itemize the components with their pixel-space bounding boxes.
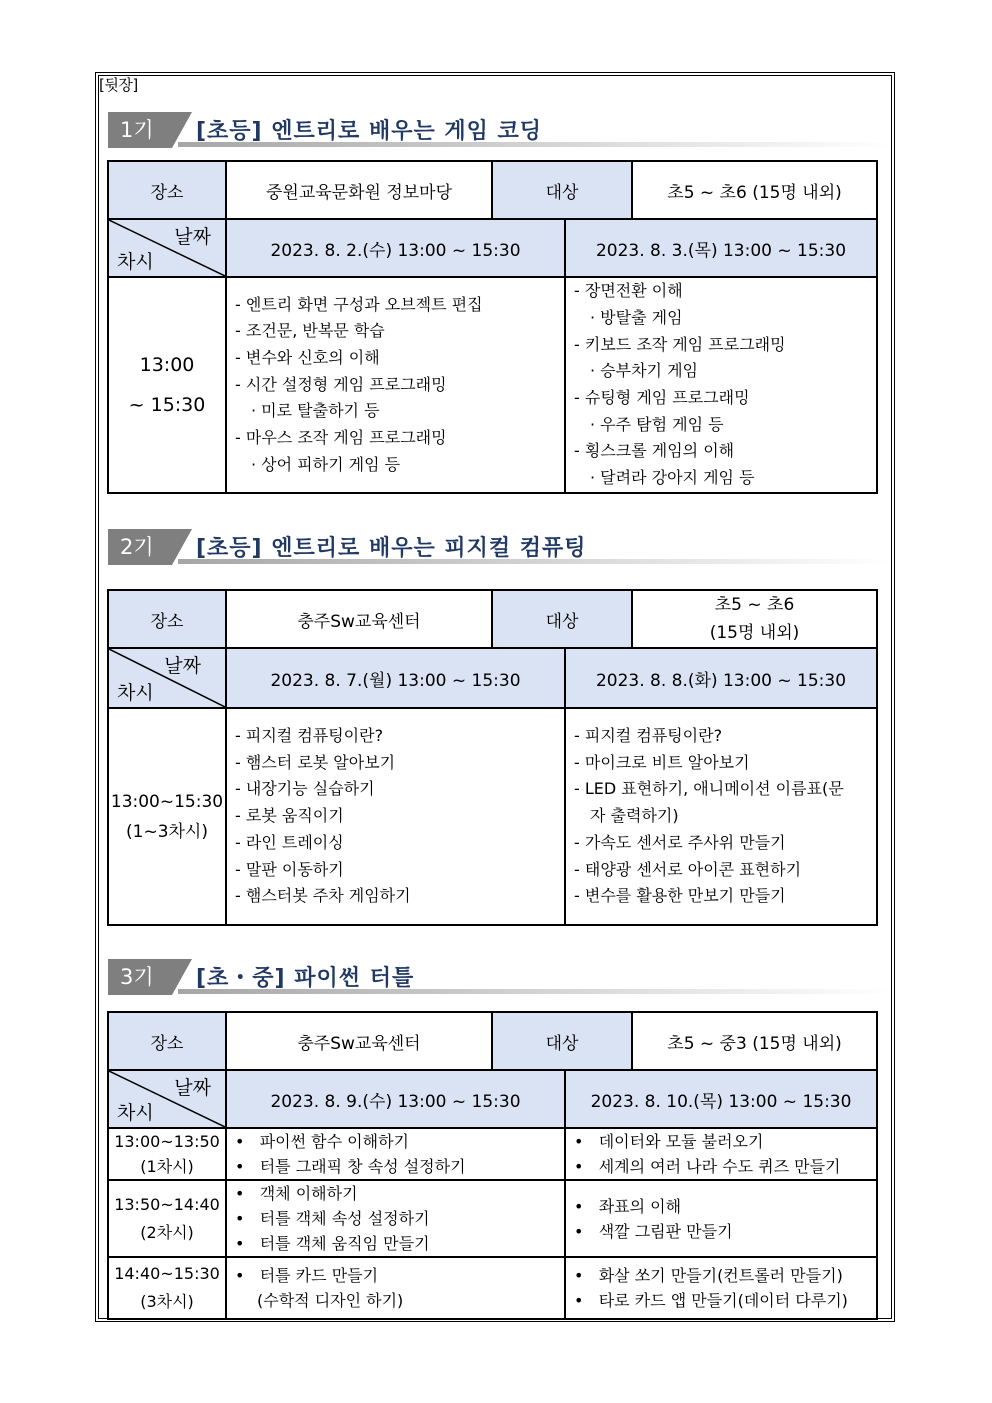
bullet-icon: • <box>235 1266 245 1285</box>
date-day2: 2023. 8. 10.(목) 13:00 ~ 15:30 <box>565 1070 877 1128</box>
section-1-number: 1기 <box>108 112 172 148</box>
section-1-table <box>107 160 878 494</box>
target-label: 대상 <box>492 590 632 648</box>
bullet-icon: • <box>574 1221 584 1241</box>
section-2-title: [초등] 엔트리로 배우는 피지컬 컴퓨팅 <box>196 536 587 561</box>
section-2-header <box>108 529 890 565</box>
date-period-header: 날짜 차시 <box>108 1070 226 1128</box>
bullet-icon: • <box>235 1157 245 1176</box>
section-3-number: 3기 <box>108 959 172 995</box>
date-day1: 2023. 8. 2.(수) 13:00 ~ 15:30 <box>226 219 565 277</box>
target-value: 초5 ~ 중3 (15명 내외) <box>632 1012 877 1070</box>
place-label: 장소 <box>108 1012 226 1070</box>
date-day1: 2023. 8. 7.(월) 13:00 ~ 15:30 <box>226 648 565 708</box>
bullet-icon: • <box>574 1157 584 1176</box>
time-cell: 13:00~15:30 (1~3차시) <box>108 708 226 925</box>
section-3-title: [초・중] 파이썬 터틀 <box>196 966 415 991</box>
place-value: 중원교육문화원 정보마당 <box>226 161 492 219</box>
section-1-header <box>108 112 890 148</box>
time-cell: 13:00 ~ 15:30 <box>108 277 226 493</box>
date-period-header: 날짜 차시 <box>108 219 226 277</box>
date-day1: 2023. 8. 9.(수) 13:00 ~ 15:30 <box>226 1070 565 1128</box>
bullet-icon: • <box>235 1132 245 1151</box>
date-period-header: 날짜 차시 <box>108 648 226 708</box>
day2-content: - 장면전환 이해 · 방탈출 게임 - 키보드 조작 게임 프로그래밍 · 승부차기 게임 - 슈팅형 게임 프로그래밍 · 우주 탐험 게임 등 - 횡스크롤 게임의 이해 · 달려라 강아지 게임 등 <box>565 277 877 493</box>
period-1-day2: • 데이터와 모듈 불러오기 • 세계의 여러 나라 수도 퀴즈 만들기 <box>565 1128 877 1180</box>
target-label: 대상 <box>492 161 632 219</box>
bullet-icon: • <box>235 1234 245 1253</box>
period-3-day1: • 터틀 카드 만들기 (수학적 디자인 하기) <box>226 1257 565 1319</box>
period-1-time: 13:00~13:50 (1차시) <box>108 1128 226 1180</box>
section-1-title: [초등] 엔트리로 배우는 게임 코딩 <box>196 119 543 144</box>
period-2-day1: • 객체 이해하기 • 터틀 객체 속성 설정하기 • 터틀 객체 움직임 만들기 <box>226 1180 565 1257</box>
date-day2: 2023. 8. 8.(화) 13:00 ~ 15:30 <box>565 648 877 708</box>
day2-content: - 피지컬 컴퓨팅이란? - 마이크로 비트 알아보기 - LED 표현하기, 애니메이션 이름표(문 자 출력하기) - 가속도 센서로 주사위 만들기 - 태양광 센서로 아이콘 표현하기 - 변수를 활용한 만보기 만들기 <box>565 708 877 925</box>
target-value: 초5 ~ 초6 (15명 내외) <box>632 161 877 219</box>
page-tag: [뒷장] <box>99 76 138 94</box>
bullet-icon: • <box>574 1266 584 1285</box>
bullet-icon: • <box>235 1209 245 1228</box>
section-2-number: 2기 <box>108 529 172 565</box>
period-2-day2: • 좌표의 이해 • 색깔 그림판 만들기 <box>565 1180 877 1257</box>
period-2-time: 13:50~14:40 (2차시) <box>108 1180 226 1257</box>
period-1-day1: • 파이썬 함수 이해하기 • 터틀 그래픽 창 속성 설정하기 <box>226 1128 565 1180</box>
target-label: 대상 <box>492 1012 632 1070</box>
bullet-icon: • <box>235 1184 245 1203</box>
place-value: 충주Sw교육센터 <box>226 590 492 648</box>
day1-content: - 피지컬 컴퓨팅이란? - 햄스터 로봇 알아보기 - 내장기능 실습하기 - 로봇 움직이기 - 라인 트레이싱 - 말판 이동하기 - 햄스터봇 주차 게임하기 <box>226 708 565 925</box>
date-day2: 2023. 8. 3.(목) 13:00 ~ 15:30 <box>565 219 877 277</box>
place-value: 충주Sw교육센터 <box>226 1012 492 1070</box>
section-3-header <box>108 959 890 995</box>
bullet-icon: • <box>574 1196 584 1216</box>
section-3-table <box>107 1011 878 1320</box>
period-3-time: 14:40~15:30 (3차시) <box>108 1257 226 1319</box>
place-label: 장소 <box>108 590 226 648</box>
period-3-day2: • 화살 쏘기 만들기(컨트롤러 만들기) • 타로 카드 앱 만들기(데이터 다루기) <box>565 1257 877 1319</box>
place-label: 장소 <box>108 161 226 219</box>
target-value: 초5 ~ 초6 (15명 내외) <box>632 590 877 648</box>
day1-content: - 엔트리 화면 구성과 오브젝트 편집 - 조건문, 반복문 학습 - 변수와 신호의 이해 - 시간 설정형 게임 프로그래밍 · 미로 탈출하기 등 - 마우스 조작 게임 프로그래밍 · 상어 피하기 게임 등 <box>226 277 565 493</box>
bullet-icon: • <box>574 1132 584 1151</box>
bullet-icon: • <box>574 1291 584 1310</box>
section-2-table <box>107 589 878 926</box>
